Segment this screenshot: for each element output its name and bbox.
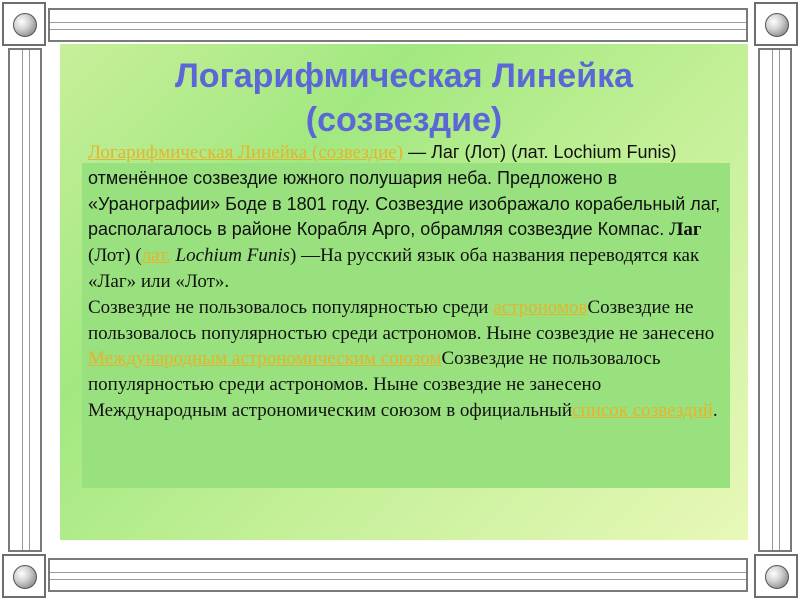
frame-right-bar — [758, 48, 792, 552]
lag-text-a: (Лот) ( — [88, 245, 142, 267]
frame-top-bar — [48, 8, 748, 42]
frame-left-bar — [8, 48, 42, 552]
corner-bolt-icon — [2, 554, 46, 598]
period: . — [712, 399, 718, 421]
link-astronomers[interactable]: астрономов — [493, 296, 588, 318]
popularity-text-b: Созвездие не пользовалось популярностью среди астрономов. Ныне созвездие не занесено — [88, 296, 715, 344]
slide-body-text — [88, 140, 728, 424]
intro-text: — Лаг (Лот) (лат. Lochium Funis) отменённое созвездие южного полушария неба. Предложено в «Уранографии» Боде в 1801 году. Созвездие изображало корабельный лаг, располагалось в районе Корабля Арго, обрамляя созвездие Компас. — [88, 142, 721, 240]
link-latin[interactable]: лат. — [141, 245, 171, 267]
slide-title — [60, 54, 748, 142]
corner-bolt-icon — [754, 2, 798, 46]
corner-bolt-icon — [754, 554, 798, 598]
frame-bottom-bar — [48, 558, 748, 592]
link-constellation-list[interactable]: список созвездий — [572, 399, 713, 421]
link-iau[interactable]: Международным астрономическим союзом — [88, 348, 442, 370]
title-line-1: Логарифмическая Линейка — [174, 57, 634, 95]
latin-name: Lochium Funis — [170, 245, 291, 267]
lag-term: Лаг — [669, 219, 702, 241]
link-constellation-article[interactable]: Логарифмическая Линейка (созвездие) — [88, 142, 404, 163]
popularity-text-a: Созвездие не пользовалось популярностью среди — [88, 296, 494, 318]
corner-bolt-icon — [2, 2, 46, 46]
title-line-2: (созвездие) — [305, 101, 503, 139]
popularity-text-c: Созвездие не пользовалось популярностью среди астрономов. Ныне созвездие не занесено Международным астрономическим союзом в официальный — [88, 348, 661, 421]
lag-text-b: ) —На русский язык оба названия переводятся как «Лаг» или «Лот». — [88, 245, 700, 292]
